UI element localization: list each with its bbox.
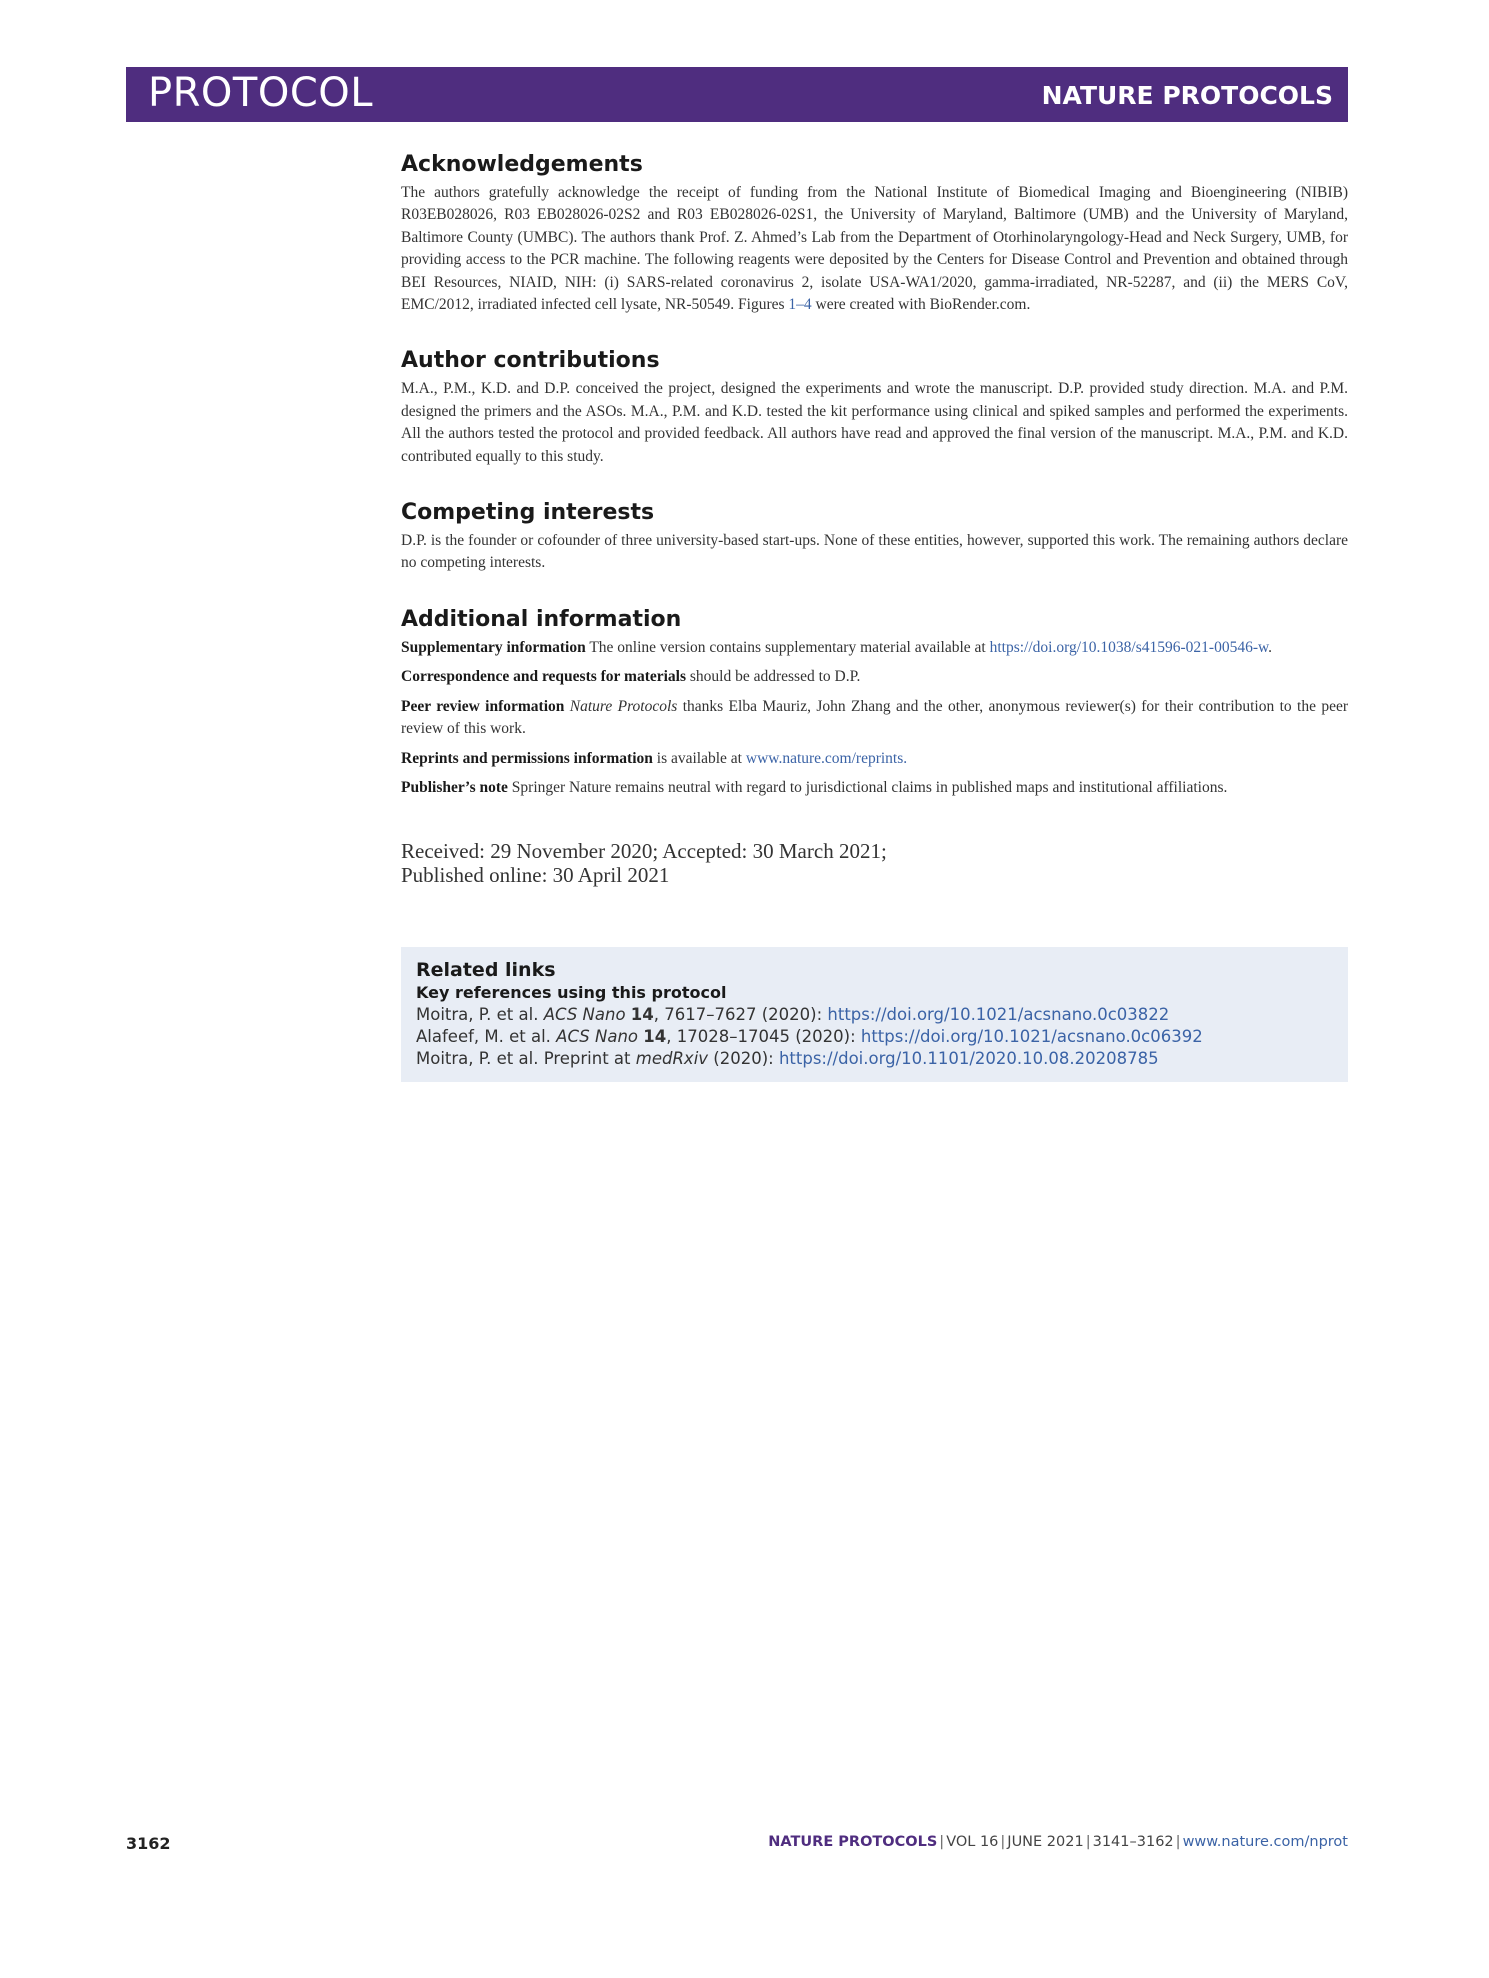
section-label: PROTOCOL: [148, 70, 374, 116]
header-banner: [126, 67, 1348, 122]
reprints-information: [401, 748, 1348, 770]
reference-item: [416, 1026, 1333, 1048]
additional-information-heading: Additional information: [401, 606, 682, 632]
supplementary-end: .: [1268, 638, 1273, 656]
reference-authors: Moitra, P. et al.: [416, 1005, 544, 1024]
peer-review-journal: Nature Protocols: [569, 697, 678, 715]
figures-link[interactable]: 1–4: [788, 296, 812, 314]
competing-interests-text: D.P. is the founder or cofounder of three university-based start-ups. None of these entities, however, supported this work. The remaining authors declare no competing interests.: [401, 532, 1348, 572]
reprints-label: Reprints and permissions information: [401, 749, 653, 767]
acknowledgements-text-part1: The authors gratefully acknowledge the receipt of funding from the National Institute of Biomedical Imaging and Bioengineering (NIBIB) R03EB028026, R03 EB028026-02S2 and R03 EB028026-02S1, the University of Maryland, Baltimore (UMB) and the University of Maryland, Baltimore County (UMBC). The authors thank Prof. Z. Ahmed’s Lab from the Department of Otorhinolaryngology-Head and Neck Surgery, UMB, for providing access to the PCR machine. The following reagents were deposited by the Centers for Disease Control and Prevention and obtained through BEI Resources, NIAID, NIH: (i) SARS-related coronavirus 2, isolate USA-WA1/2020, gamma-irradiated, NR-52287, and (ii) the MERS CoV, EMC/2012, irradiated infected cell lysate, NR-50549. Figures: [401, 184, 1348, 314]
acknowledgements-text-part2: were created with BioRender.com.: [811, 296, 1031, 314]
supplementary-information: [401, 637, 1348, 659]
publishers-note-label: Publisher’s note: [401, 778, 508, 796]
footer-volume: VOL 16: [946, 1834, 999, 1850]
reference-link[interactable]: https://doi.org/10.1101/2020.10.08.20208785: [778, 1049, 1159, 1068]
related-links-title: Related links: [416, 959, 556, 981]
supplementary-link[interactable]: https://doi.org/10.1038/s41596-021-00546-w: [989, 638, 1269, 656]
reference-item: [416, 1004, 1333, 1026]
peer-review-text: thanks Elba Mauriz, John Zhang and the other, anonymous reviewer(s) for their contribution to the peer review of this work.: [401, 697, 1349, 738]
reference-journal: ACS Nano: [543, 1005, 626, 1024]
footer-separator: |: [939, 1834, 945, 1850]
footer-date: JUNE 2021: [1007, 1834, 1084, 1850]
footer-separator: |: [1175, 1834, 1181, 1850]
reference-pages: , 7617–7627 (2020):: [653, 1005, 828, 1024]
footer-separator: |: [1085, 1834, 1091, 1850]
reference-link[interactable]: https://doi.org/10.1021/acsnano.0c03822: [827, 1005, 1170, 1024]
published-online-date: Published online: 30 April 2021: [401, 863, 670, 888]
reference-volume: 14: [630, 1005, 654, 1024]
correspondence-text: should be addressed to D.P.: [686, 668, 861, 686]
publishers-note: [401, 777, 1348, 799]
reprints-link[interactable]: www.nature.com/reprints.: [745, 749, 908, 767]
publication-dates: [401, 839, 1348, 887]
article-content: [401, 150, 1348, 887]
reference-authors: Moitra, P. et al. Preprint at: [416, 1049, 636, 1068]
reference-journal: medRxiv: [635, 1049, 709, 1068]
footer-url-link[interactable]: www.nature.com/nprot: [1182, 1834, 1348, 1850]
author-contributions-heading: Author contributions: [401, 348, 660, 374]
related-links-box: [401, 947, 1348, 1082]
supplementary-label: Supplementary information: [401, 638, 586, 656]
competing-interests-heading: Competing interests: [401, 500, 655, 526]
peer-review-information: [401, 696, 1348, 741]
footer-journal: NATURE PROTOCOLS: [768, 1834, 938, 1850]
acknowledgements-section: [401, 150, 1348, 316]
related-links-subtitle: Key references using this protocol: [416, 983, 727, 1002]
reference-item: [416, 1048, 1333, 1070]
acknowledgements-text: [401, 182, 1348, 316]
journal-label: NATURE PROTOCOLS: [1041, 81, 1333, 110]
footer-citation: [768, 1834, 1348, 1850]
footer-pages: 3141–3162: [1092, 1834, 1174, 1850]
received-accepted-dates: Received: 29 November 2020; Accepted: 30 March 2021;: [401, 839, 887, 864]
reprints-text: is available at: [652, 749, 746, 767]
reference-pages: , 17028–17045 (2020):: [666, 1027, 861, 1046]
author-contributions-section: [401, 346, 1348, 468]
correspondence: [401, 666, 1348, 688]
competing-interests-section: [401, 498, 1348, 575]
reference-pages: (2020):: [708, 1049, 779, 1068]
peer-review-label: Peer review information: [401, 697, 565, 715]
reference-link[interactable]: https://doi.org/10.1021/acsnano.0c06392: [860, 1027, 1203, 1046]
correspondence-label: Correspondence and requests for materials: [401, 668, 687, 686]
acknowledgements-heading: Acknowledgements: [401, 152, 643, 177]
page-number: 3162: [126, 1834, 171, 1853]
author-contributions-text: M.A., P.M., K.D. and D.P. conceived the project, designed the experiments and wrote the manuscript. D.P. provided study direction. M.A. and P.M. designed the primers and the ASOs. M.A., P.M. and K.D. tested the kit performance using clinical and spiked samples and performed the experiments. All the authors tested the protocol and provided feedback. All authors have read and approved the final version of the manuscript. M.A., P.M. and K.D. contributed equally to this study.: [401, 380, 1348, 465]
additional-information-section: [401, 605, 1348, 799]
reference-volume: 14: [643, 1027, 667, 1046]
publishers-note-text: Springer Nature remains neutral with regard to jurisdictional claims in published maps and institutional affiliations.: [507, 778, 1228, 796]
supplementary-text: The online version contains supplementary material available at: [585, 638, 990, 656]
footer-separator: |: [1000, 1834, 1006, 1850]
reference-authors: Alafeef, M. et al.: [416, 1027, 557, 1046]
reference-journal: ACS Nano: [556, 1027, 639, 1046]
